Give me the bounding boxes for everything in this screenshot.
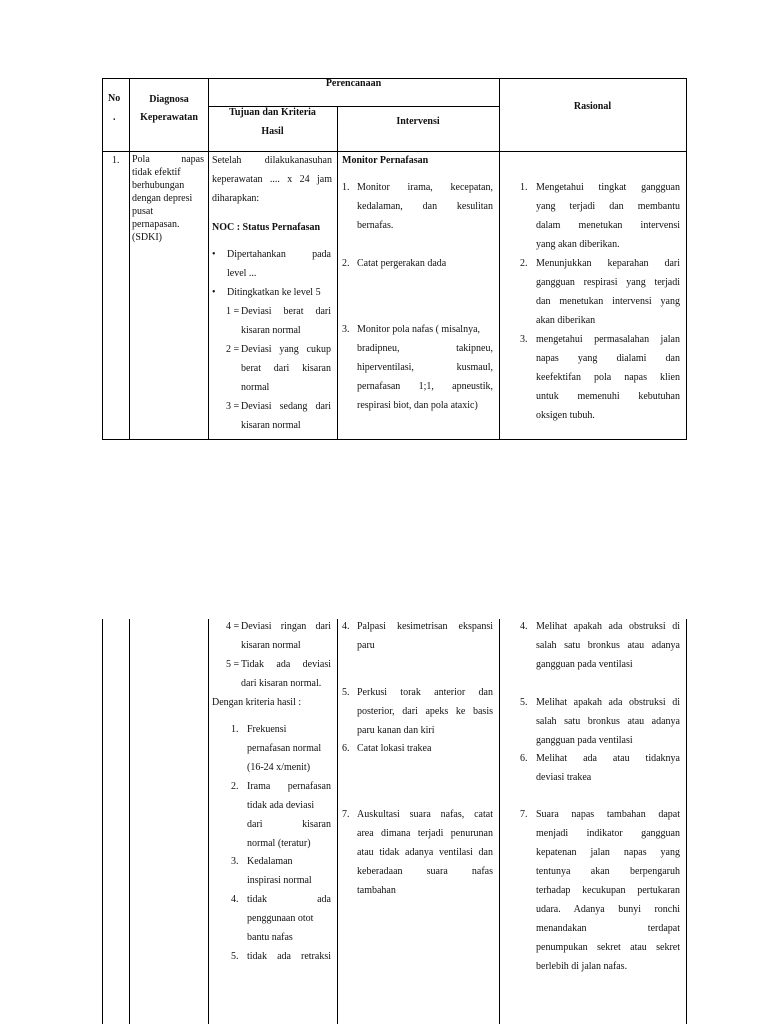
rasional-text: yang akan diberikan. [536,239,620,250]
item-num: 7. [342,809,350,820]
header-tujuan: Tujuan dan Kriteria [229,107,316,118]
tujuan-intro-1: Setelah dilakukanasuhan [212,155,332,166]
diagnosa-line: berhubungan [132,180,185,191]
item-text: keberadaan suara nafas [357,866,493,877]
bullet-icon: • [212,249,216,260]
item-text: hiperventilasi, kusmaul, [357,362,493,373]
level-num: 1 = [226,306,240,317]
rasional-text: Melihat apakah ada obstruksi di [536,697,680,708]
item-num: 5. [342,687,350,698]
rasional-text: Menunjukkan keparahan dari [536,258,680,269]
rasional-text: gangguan pada ventilasi [536,659,633,670]
item-text: paru kanan dan kiri [357,725,435,736]
diagnosa-line: dengan depresi [132,193,193,204]
level-num: 5 = [226,659,240,670]
kriteria-text: (16-24 x/menit) [247,762,311,773]
bullet-icon: • [212,287,216,298]
rasional-text: mengetahui permasalahan jalan [536,334,680,345]
item-text: posterior, dari apeks ke basis [357,706,493,717]
item-text: bernafas. [357,220,394,231]
kriteria-text: bantu nafas [247,932,293,943]
level-text: kisaran normal [241,640,301,651]
kriteria-num: 3. [231,856,239,867]
kriteria-text: dari kisaran [247,819,331,830]
level-text: kisaran normal [241,325,301,336]
row1-diagnosa [132,153,204,244]
bullet1-line1: Dipertahankan pada [227,249,331,260]
rasional-text: deviasi trakea [536,772,592,783]
header-perencanaan: Perencanaan [325,78,382,89]
rasional-text: Suara napas tambahan dapat [536,809,680,820]
col2-border-left [102,619,103,1024]
rasional-text: salah satu bronkus atau adanya [536,716,680,727]
item-num: 3. [342,324,350,335]
item-num: 1. [342,182,350,193]
rasional-num: 2. [520,258,528,269]
bullet2: Ditingkatkan ke level 5 [227,287,321,298]
item-text: Monitor pola nafas ( misalnya, [357,324,481,335]
rasional-text: akan diberikan [536,315,596,326]
rasional-text: keefektifan pola napas klien [536,372,680,383]
intervensi-title: Monitor Pernafasan [342,155,429,166]
col-border-intervensi [499,78,500,440]
rasional-text: penumpukan sekret atau sekret [536,942,680,953]
col2-border-right [686,619,687,1024]
item-text: Palpasi kesimetrisan ekspansi [357,621,493,632]
rasional-num: 7. [520,809,528,820]
noc-title: NOC : Status Pernafasan [212,222,321,233]
col2-border-tujuan [337,619,338,1024]
level-text: berat dari kisaran [241,363,331,374]
level-text: Deviasi sedang dari [241,401,331,412]
header-intervensi: Intervensi [396,116,440,127]
item-text: pernafasan 1;1, apneustik, [357,381,493,392]
rasional-text: menjadi indikator gangguan [536,828,680,839]
rasional-text: Mengetahui tingkat gangguan [536,182,680,193]
item-text: tambahan [357,885,396,896]
rasional-text: Melihat ada atau tidaknya [536,753,680,764]
diagnosa-line: pernapasan. [132,219,180,230]
tujuan-intro-3: diharapkan: [212,193,260,204]
kriteria-num: 5. [231,951,239,962]
rasional-text: berlebih di jalan nafas. [536,961,628,972]
item-text: Perkusi torak anterior dan [357,687,493,698]
rasional-text: gangguan pada ventilasi [536,735,633,746]
header-diagnosa: Diagnosa [149,94,189,105]
table-border-bottom [102,439,686,440]
item-text: respirasi biot, dan pola ataxic) [357,400,478,411]
kriteria-text: Frekuensi [247,724,287,735]
level-text: kisaran normal [241,420,301,431]
item-num: 2. [342,258,350,269]
rasional-text: napas yang dialami dan [536,353,680,364]
item-text: bradipneu, takipneu, [357,343,493,354]
header-tujuan-hasil: Hasil [261,126,284,137]
item-text: Auskultasi suara nafas, catat [357,809,493,820]
rasional-text: oksigen tubuh. [536,410,595,421]
level-text: Tidak ada deviasi [241,659,331,670]
col-border-right [686,78,687,440]
rasional-num: 3. [520,334,528,345]
diagnosa-line: (SDKI) [132,232,162,243]
diagnosa-line: Pola napas [132,154,204,165]
row1-no: 1. [112,155,120,166]
col-border-tujuan [337,106,338,440]
rasional-num: 5. [520,697,528,708]
level-text: Deviasi berat dari [241,306,331,317]
col-border-no [129,78,130,440]
rasional-num: 4. [520,621,528,632]
rasional-text: salah satu bronkus atau adanya [536,640,680,651]
kriteria-text: pernafasan normal [247,743,322,754]
diagnosa-line: pusat [132,206,154,217]
col-border-left [102,78,103,440]
kriteria-text: penggunaan otot [247,913,314,924]
kriteria-text: tidak ada deviasi [247,800,315,811]
bullet1-line2: level ... [227,268,257,279]
item-text: kedalaman, dan kesulitan [357,201,493,212]
kriteria-num: 4. [231,894,239,905]
kriteria-text: inspirasi normal [247,875,312,886]
level-num: 3 = [226,401,240,412]
kriteria-text: normal (teratur) [247,838,311,849]
item-text: Monitor irama, kecepatan, [357,182,493,193]
kriteria-num: 1. [231,724,239,735]
kriteria-num: 2. [231,781,239,792]
level-text: Deviasi ringan dari [241,621,331,632]
kriteria-text: Kedalaman [247,856,293,867]
kriteria-text: Irama pernafasan [247,781,331,792]
kriteria-text: tidak ada [247,894,331,905]
level-text: Deviasi yang cukup [241,344,331,355]
rasional-text: Melihat apakah ada obstruksi di [536,621,680,632]
tujuan-intro-2: keperawatan .... x 24 jam [212,174,332,185]
item-text: Catat lokasi trakea [357,743,432,754]
header-keperawatan: Keperawatan [140,112,198,123]
rasional-text: dalam menetukan intervensi [536,220,680,231]
level-num: 4 = [226,621,240,632]
level-text: dari kisaran normal. [241,678,322,689]
rasional-text: yang terjadi dan membantu [536,201,680,212]
rasional-num: 1. [520,182,528,193]
kriteria-text: tidak ada retraksi [247,951,331,962]
header-rasional: Rasional [573,101,612,112]
rasional-text: gangguan respirasi yang terjadi [536,277,680,288]
header-no-dot: . [113,112,116,123]
item-text: Catat pergerakan dada [357,258,447,269]
rasional-text: terhadap kecukupan pertukaran [536,885,680,896]
item-text: area dimana terjadi penurunan [357,828,493,839]
header-no: No [108,93,121,104]
col2-border-intervensi [499,619,500,1024]
level-text: normal [241,382,270,393]
level-num: 2 = [226,344,240,355]
col2-border-diagnosa [208,619,209,1024]
rasional-text: untuk memenuhi kebutuhan [536,391,680,402]
rasional-text: dan menetukan intervensi yang [536,296,680,307]
rasional-text: tentunya akan berpengaruh [536,866,680,877]
diagnosa-line: tidak efektif [132,167,181,178]
kriteria-label: Dengan kriteria hasil : [212,697,302,708]
col2-border-no [129,619,130,1024]
item-text: atau tidak adanya ventilasi dan [357,847,493,858]
item-text: paru [357,640,375,651]
item-num: 4. [342,621,350,632]
rasional-num: 6. [520,753,528,764]
rasional-text: kepatenan jalan napas yang [536,847,680,858]
item-num: 6. [342,743,350,754]
rasional-text: udara. Adanya bunyi ronchi [536,904,680,915]
rasional-text: menandakan terdapat [536,923,680,934]
